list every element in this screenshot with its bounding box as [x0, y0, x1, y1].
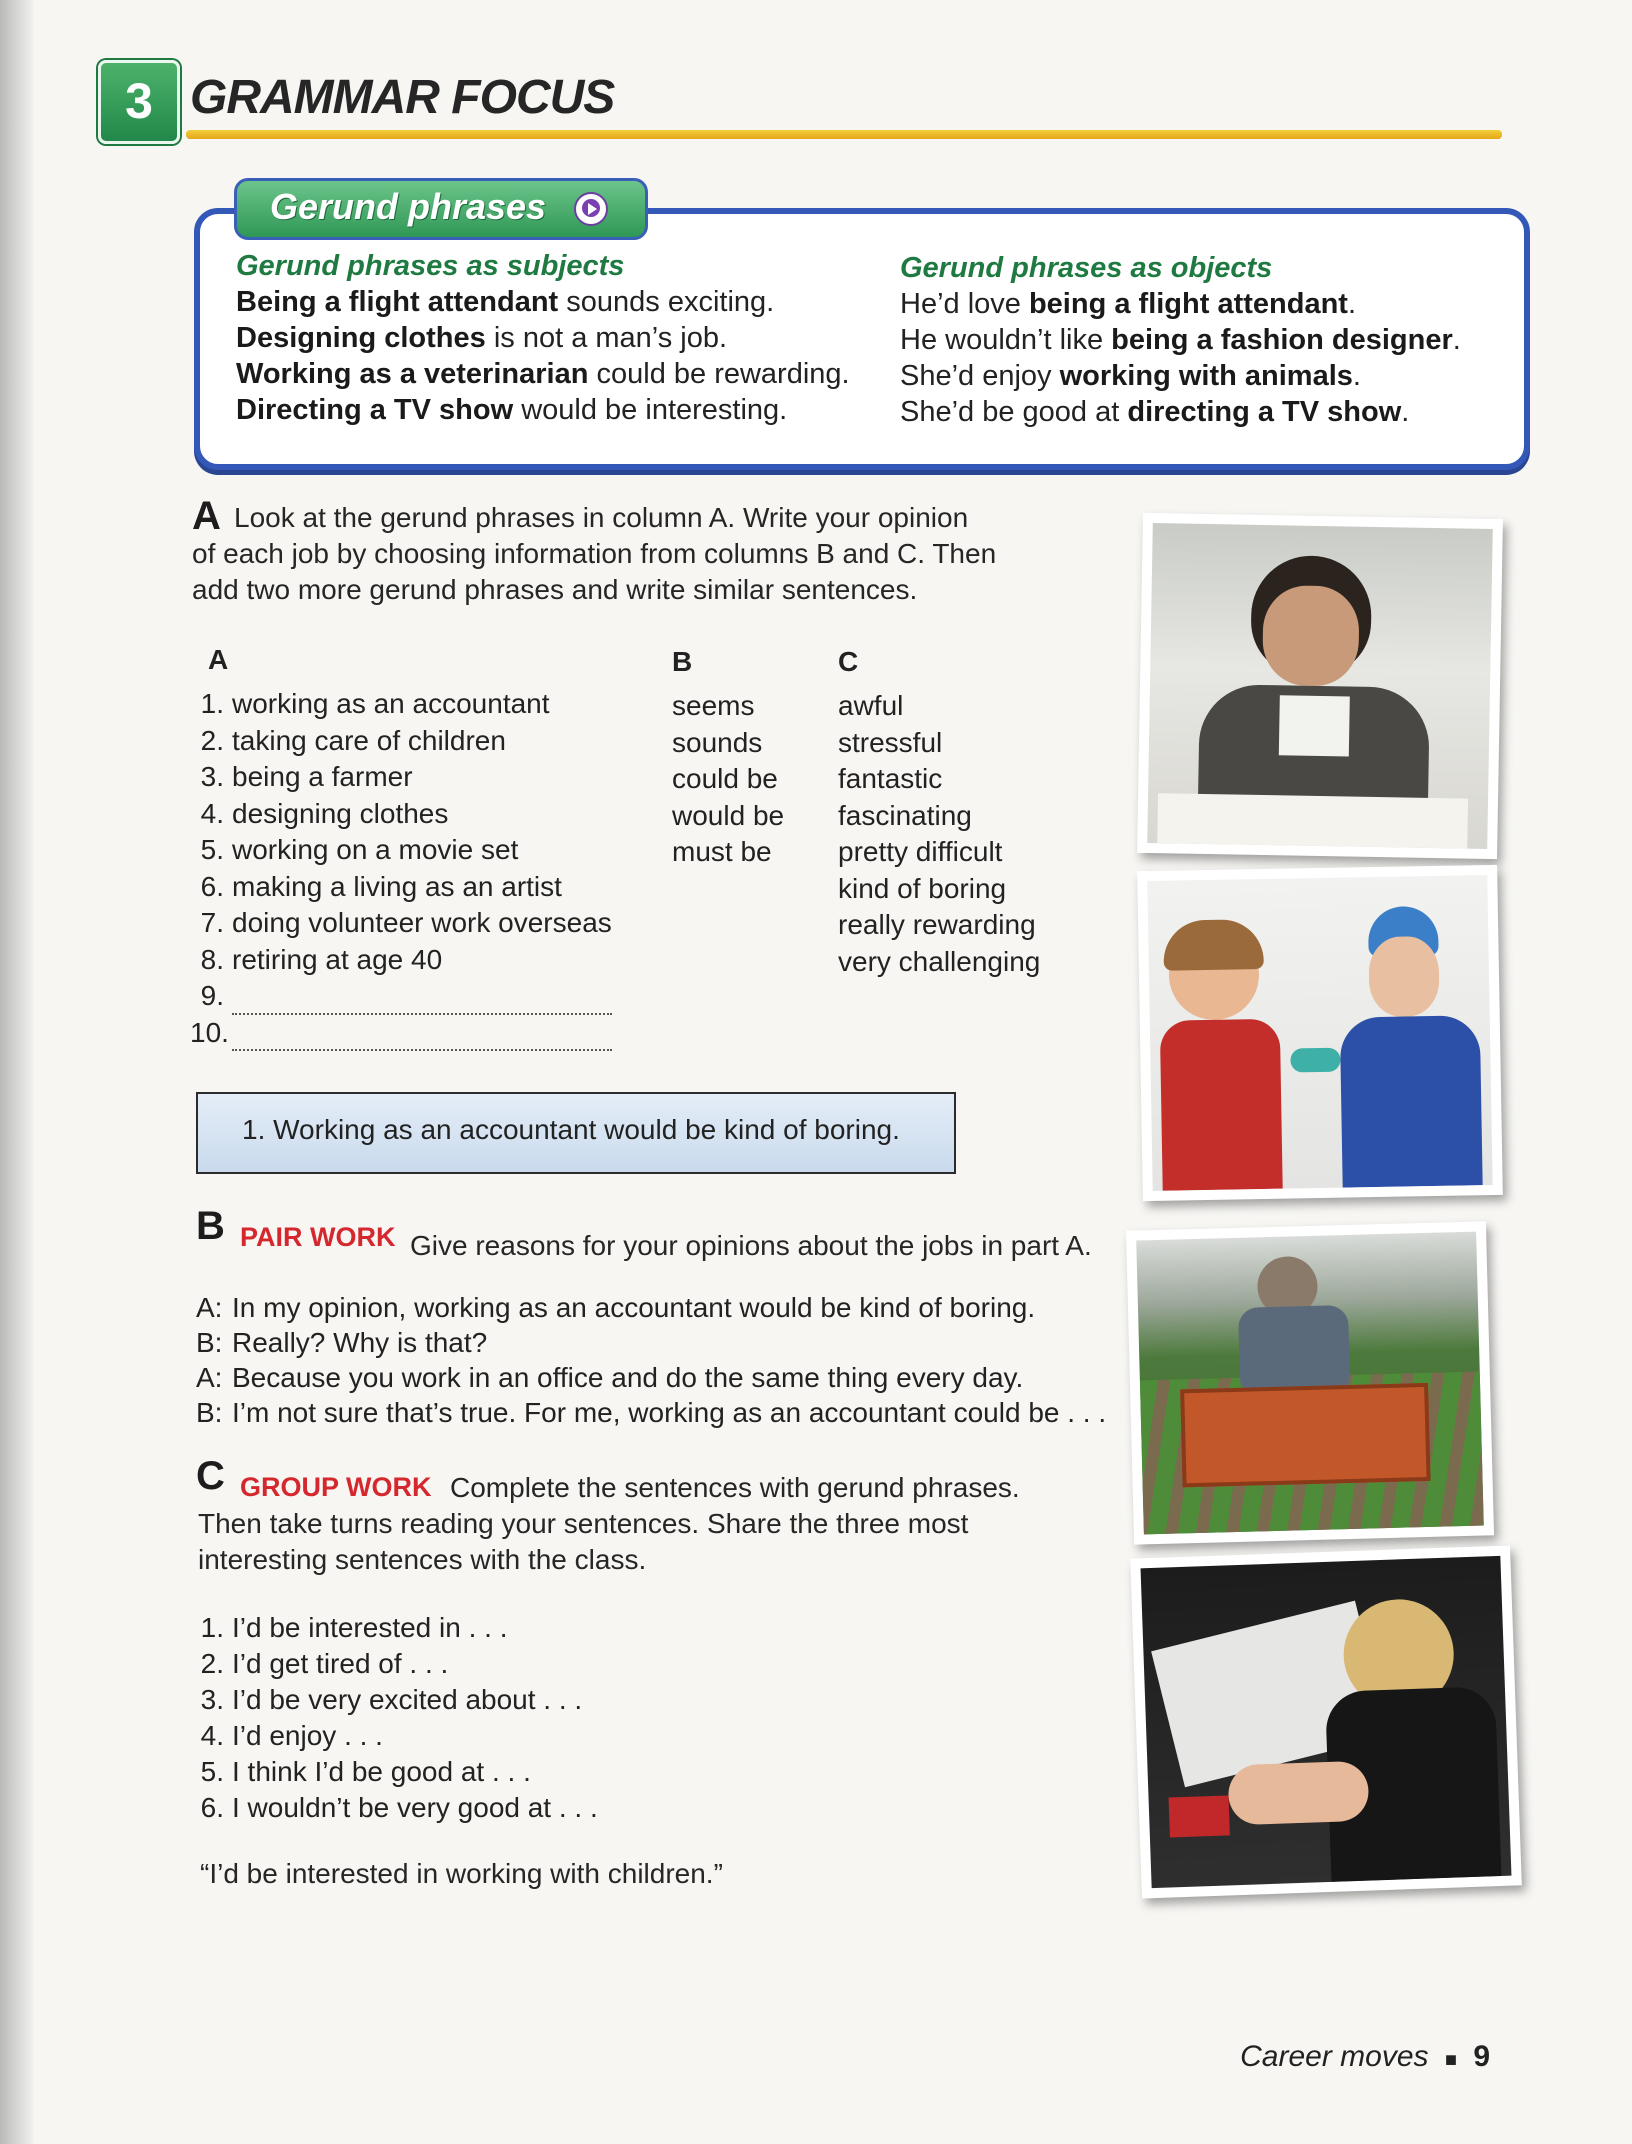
list-item: kind of boring [838, 872, 1007, 904]
grammar-example: Working as a veterinarian could be rewarding. [236, 358, 850, 390]
pair-work-label: PAIR WORK [240, 1222, 396, 1252]
example-sentence: “I’d be interested in working with children.” [200, 1858, 723, 1889]
grammar-example: He’d love being a flight attendant. [900, 288, 1357, 320]
list-item: 1. working as an accountant [200, 688, 550, 719]
list-item: seems [672, 690, 755, 721]
list-item: 4. designing clothes [200, 797, 449, 829]
grammar-example: He wouldn’t like being a fashion designer. [900, 324, 1461, 356]
photo-farmer [1126, 1221, 1494, 1544]
list-item: fantastic [838, 763, 943, 794]
exercise-a-letter: A [192, 494, 221, 538]
model-answer: 1. Working as an accountant would be kind of boring. [242, 1114, 900, 1145]
sample-dialog [196, 1290, 1106, 1430]
list-item: 5. working on a movie set [200, 834, 519, 865]
grammar-example: Directing a TV show would be interesting. [236, 394, 788, 426]
list-item: would be [672, 799, 785, 831]
list-item: 7. doing volunteer work overseas [200, 907, 612, 938]
list-item: 6. making a living as an artist [200, 870, 562, 902]
list-item: 3. being a farmer [200, 761, 413, 792]
title-underline [186, 130, 1502, 139]
column-b-heading: B [672, 646, 693, 677]
list-item: 4. I’d enjoy . . . [200, 1720, 383, 1751]
list-item: could be [672, 763, 778, 794]
section-title: GRAMMAR FOCUS [190, 71, 615, 124]
photo-nurse-child [1137, 865, 1503, 1201]
exercise-b-instruction: Give reasons for your opinions about the jobs in part A. [410, 1230, 1092, 1261]
page-number: 9 [1473, 2040, 1490, 2073]
grammar-example: Designing clothes is not a man’s job. [236, 322, 728, 354]
footer-bullet: ■ [1444, 2049, 1457, 2071]
page-footer [1240, 2040, 1490, 2074]
list-item: must be [672, 836, 772, 867]
exercise-b-letter: B [196, 1204, 225, 1248]
grammar-example: Being a flight attendant sounds exciting. [236, 286, 775, 318]
list-item: 6. I wouldn’t be very good at . . . [200, 1792, 598, 1823]
answer-blank[interactable] [232, 1027, 612, 1051]
grammar-subjects-column [236, 248, 850, 428]
exercise-a-instruction-line: of each job by choosing information from columns B and C. Then [192, 538, 997, 569]
exercise-a-instruction-line: add two more gerund phrases and write similar sentences. [192, 574, 918, 605]
list-item: 2. I’d get tired of . . . [200, 1648, 449, 1679]
list-item: really rewarding [838, 909, 1036, 940]
list-item-blank[interactable]: 9. [190, 978, 612, 1015]
list-item: awful [838, 690, 904, 721]
group-work-label: GROUP WORK [240, 1472, 432, 1502]
dialog-line: B: Really? Why is that? [196, 1327, 488, 1358]
column-c-heading: C [838, 646, 859, 677]
dialog-line: A: Because you work in an office and do the same thing every day. [196, 1362, 1024, 1393]
list-item: very challenging [838, 945, 1041, 977]
unit-title: Career moves [1240, 2040, 1429, 2073]
photo-accountant [1137, 513, 1503, 859]
photo-artist [1130, 1545, 1522, 1898]
list-item: 3. I’d be very excited about . . . [200, 1684, 583, 1715]
grammar-box-title: Gerund phrases [270, 186, 547, 227]
list-item: sounds [672, 726, 763, 758]
grammar-objects-column [900, 250, 1461, 430]
list-item: fascinating [838, 799, 972, 831]
list-item: pretty difficult [838, 836, 1003, 867]
list-item: stressful [838, 726, 943, 758]
column-b-list [672, 688, 784, 871]
list-item: 1. I’d be interested in . . . [200, 1612, 508, 1643]
column-a-heading: A [208, 644, 229, 675]
grammar-subjects-heading: Gerund phrases as subjects [236, 250, 625, 282]
column-a-list [190, 686, 612, 1051]
column-c-list [838, 688, 1040, 980]
section-number-badge: 3 [98, 60, 180, 144]
grammar-example: She’d be good at directing a TV show. [900, 396, 1410, 428]
exercise-c-instruction: interesting sentences with the class. [198, 1544, 647, 1575]
dialog-line: B: I’m not sure that’s true. For me, working as an accountant could be . . . [196, 1397, 1107, 1428]
grammar-objects-heading: Gerund phrases as objects [900, 252, 1273, 284]
list-item: 8. retiring at age 40 [200, 943, 443, 975]
answer-blank[interactable] [232, 991, 612, 1015]
list-item-blank[interactable]: 10. [190, 1015, 612, 1052]
sentence-starters [190, 1610, 598, 1826]
play-audio-icon[interactable] [574, 192, 608, 226]
list-item: 2. taking care of children [200, 724, 506, 756]
exercise-c-instruction: Complete the sentences with gerund phrases. [450, 1472, 1020, 1503]
dialog-line: A: In my opinion, working as an accountant would be kind of boring. [196, 1292, 1036, 1323]
grammar-example: She’d enjoy working with animals. [900, 360, 1361, 392]
exercise-c-instruction: Then take turns reading your sentences. Share the three most [198, 1508, 969, 1539]
exercise-c-letter: C [196, 1454, 225, 1498]
list-item: 5. I think I’d be good at . . . [200, 1756, 531, 1787]
exercise-a-instruction-line: Look at the gerund phrases in column A. Write your opinion [234, 502, 969, 533]
book-spine-shadow [0, 0, 34, 2144]
